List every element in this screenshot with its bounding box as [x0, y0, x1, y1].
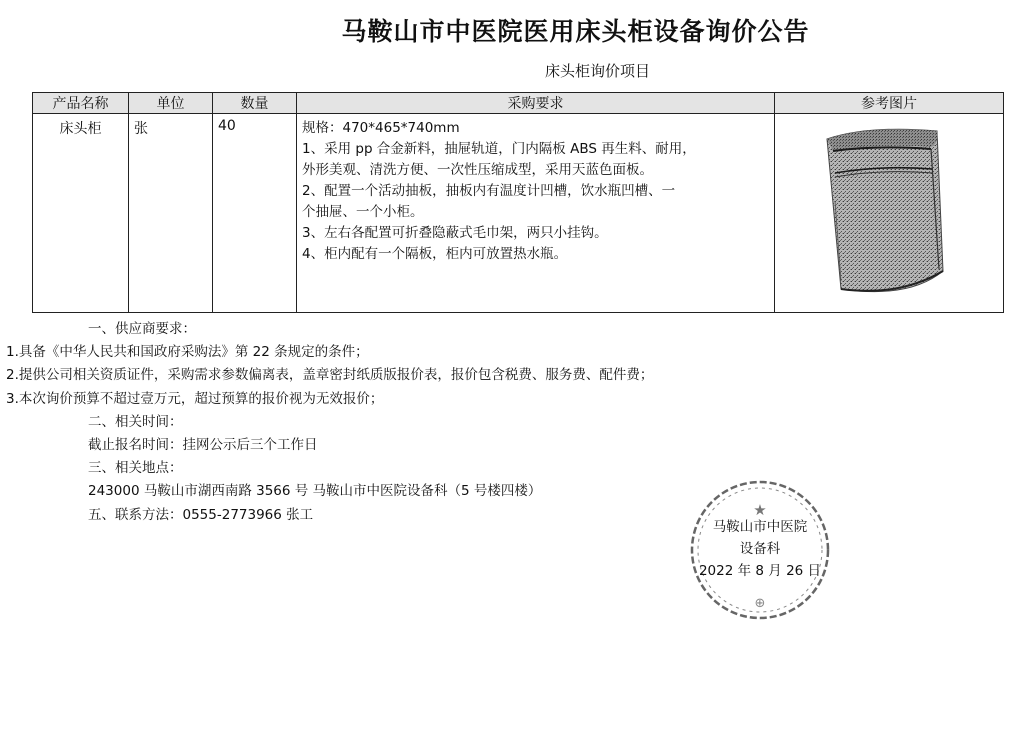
req-line: 外形美观、清洗方便、一次性压缩成型，采用天蓝色面板。	[302, 162, 653, 178]
table-row	[33, 114, 1004, 313]
bedside-cabinet-image	[819, 121, 959, 303]
time-heading: 二、相关时间：	[88, 413, 183, 430]
cell-quantity: 40	[213, 114, 297, 313]
inquiry-table	[32, 92, 1004, 313]
supplier-item: 3.本次询价预算不超过壹万元，超过预算的报价视为无效报价；	[6, 390, 384, 407]
deadline-text: 截止报名时间：挂网公示后三个工作日	[88, 437, 318, 454]
req-line: 4、柜内配有一个隔板，柜内可放置热水瓶。	[302, 246, 568, 262]
cell-reference-image	[775, 114, 1004, 313]
cell-unit: 张	[129, 114, 213, 313]
address-text: 243000 马鞍山市湖西南路 3566 号 马鞍山市中医院设备科（5 号楼四楼）	[88, 483, 542, 500]
req-line: 2、配置一个活动抽板，抽板内有温度计凹槽，饮水瓶凹槽、一	[302, 183, 676, 199]
cell-product-name: 床头柜	[33, 114, 129, 313]
official-stamp	[685, 475, 835, 625]
stamp-date: 2022 年 8 月 26 日	[698, 563, 822, 579]
supplier-item: 1.具备《中华人民共和国政府采购法》第 22 条规定的条件；	[6, 344, 369, 361]
supplier-heading: 一、供应商要求：	[88, 321, 196, 337]
subtitle: 床头柜询价项目	[545, 62, 651, 80]
req-line: 3、左右各配置可折叠隐蔽式毛巾架，两只小挂钩。	[302, 225, 608, 241]
req-line: 个抽屉、一个小柜。	[302, 204, 424, 220]
table-header-row	[33, 93, 1004, 114]
req-line: 规格：470*465*740mm	[302, 120, 460, 136]
header-requirements: 采购要求	[297, 93, 775, 114]
svg-text:⊕: ⊕	[754, 596, 766, 611]
supplier-requirements	[6, 318, 654, 527]
stamp-org: 马鞍山市中医院	[712, 519, 808, 535]
header-unit: 单位	[129, 93, 213, 114]
supplier-item: 2.提供公司相关资质证件，采购需求参数偏离表，盖章密封纸质版报价表，报价包含税费、服务费、配件费；	[6, 367, 654, 384]
place-heading: 三、相关地点：	[88, 460, 183, 477]
header-reference-image: 参考图片	[775, 93, 1004, 114]
header-quantity: 数量	[213, 93, 297, 114]
contact-text: 五、联系方法：0555-2773966 张工	[88, 506, 314, 523]
header-product-name: 产品名称	[33, 93, 129, 114]
stamp-dept: 设备科	[739, 541, 781, 557]
cell-requirements	[297, 114, 775, 313]
req-line: 1、采用 pp 合金新料，抽屉轨道，门内隔板 ABS 再生料、耐用，	[302, 141, 696, 157]
svg-text:★: ★	[753, 501, 767, 519]
page-title: 马鞍山市中医院医用床头柜设备询价公告	[341, 17, 810, 46]
